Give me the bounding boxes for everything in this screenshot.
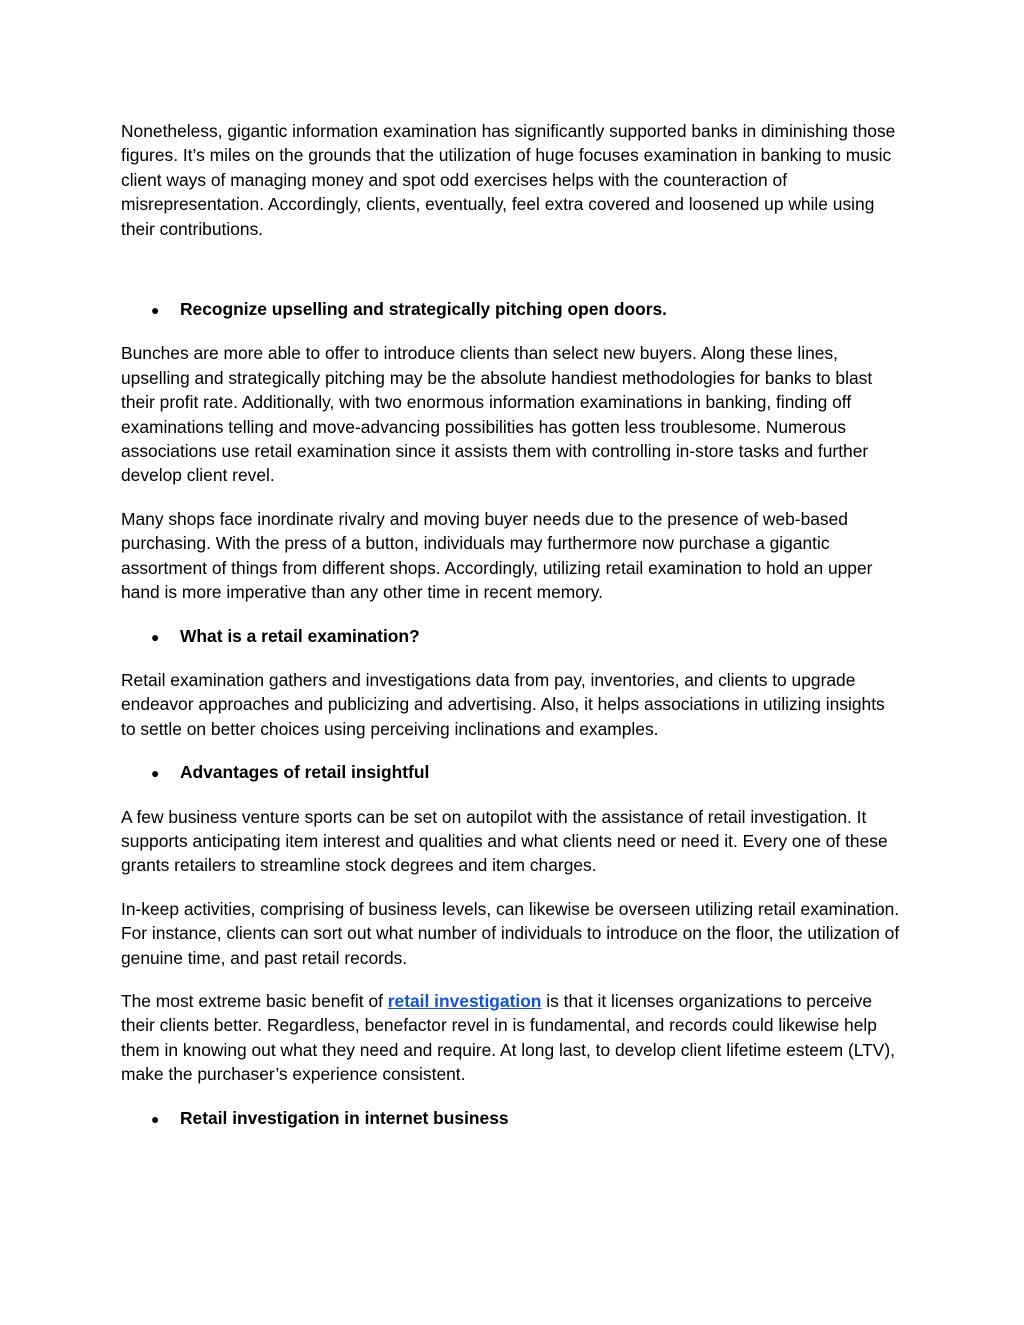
- bullet-dot-icon: ●: [151, 1110, 160, 1127]
- bullet-heading-upselling: [121, 297, 903, 322]
- paragraph-benefit-start: The most extreme basic benefit of: [121, 990, 388, 1011]
- bullet-heading-what-is: [121, 624, 903, 649]
- document-page: [121, 119, 903, 1131]
- bullet-heading-internet-business: [121, 1106, 903, 1131]
- spacer: [121, 605, 903, 624]
- paragraph-benefit: [121, 989, 903, 1087]
- bullet-dot-icon: ●: [151, 628, 160, 645]
- bullet-heading-text: Retail investigation in internet business: [180, 1107, 509, 1128]
- spacer: [121, 488, 903, 507]
- bullet-dot-icon: ●: [151, 765, 160, 782]
- paragraph-fraud: Nonetheless, gigantic information examination has significantly supported banks in diminishing those figures. It’s miles on the grounds that the utilization of huge focuses examination in banking to music client ways of managing money and spot odd exercises helps with the counteraction of misrepresentation. Accordingly, clients, eventually, feel extra covered and loosened up while using their contributions.: [121, 121, 896, 239]
- spacer: [121, 1087, 903, 1106]
- paragraph-benefit-end: is that it licenses organizations to perceive their clients better. Regardless, benefactor revel in is fundamental, and records could likewise help them in knowing out what they need and require. At long last, to develop client lifetime esteem (LTV), make the purchaser’s experience consistent.: [121, 990, 895, 1085]
- paragraph-in-store: In-keep activities, comprising of business levels, can likewise be overseen utilizing retail examination. For instance, clients can sort out what number of individuals to introduce on the floor, the utilization of genuine time, and past retail records.: [121, 898, 900, 968]
- bullet-heading-text: Advantages of retail insightful: [180, 762, 430, 783]
- spacer: [121, 970, 903, 989]
- spacer: [121, 878, 903, 897]
- spacer: [121, 786, 903, 805]
- bullet-heading-text: Recognize upselling and strategically pitching open doors.: [180, 299, 668, 320]
- paragraph-upselling: Bunches are more able to offer to introduce clients than select new buyers. Along these lines, upselling and strategically pitching may be the absolute handiest methodologies for banks to blast their profit rate. Additionally, with two enormous information examinations in banking, finding off examinations telling and move-advancing possibilities has gotten less troublesome. Numerous associations use retail examination since it assists them with controlling in-store tasks and further develop client revel.: [121, 343, 873, 486]
- spacer: [121, 649, 903, 668]
- bullet-dot-icon: ●: [151, 302, 160, 319]
- bullet-heading-advantages: [121, 760, 903, 785]
- paragraph-definition: Retail examination gathers and investigations data from pay, inventories, and clients to upgrade endeavor approaches and publicizing and advertising. Also, it helps associations in utilizing insights to settle on better choices using perceiving inclinations and examples.: [121, 669, 885, 739]
- spacer: [121, 741, 903, 760]
- bullet-heading-text: What is a retail examination?: [180, 625, 420, 646]
- spacer: [121, 322, 903, 341]
- paragraph-autopilot: A few business venture sports can be set on autopilot with the assistance of retail investigation. It supports anticipating item interest and qualities and what clients need or need it. Every one of these grants retailers to streamline stock degrees and item charges.: [121, 806, 888, 876]
- paragraph-shops: Many shops face inordinate rivalry and moving buyer needs due to the presence of web-based purchasing. With the press of a button, individuals may furthermore now purchase a gigantic assortment of things from different shops. Accordingly, utilizing retail examination to hold an upper hand is more imperative than any other time in recent memory.: [121, 508, 873, 603]
- spacer: [121, 241, 903, 297]
- retail-investigation-link[interactable]: retail investigation: [387, 990, 542, 1011]
